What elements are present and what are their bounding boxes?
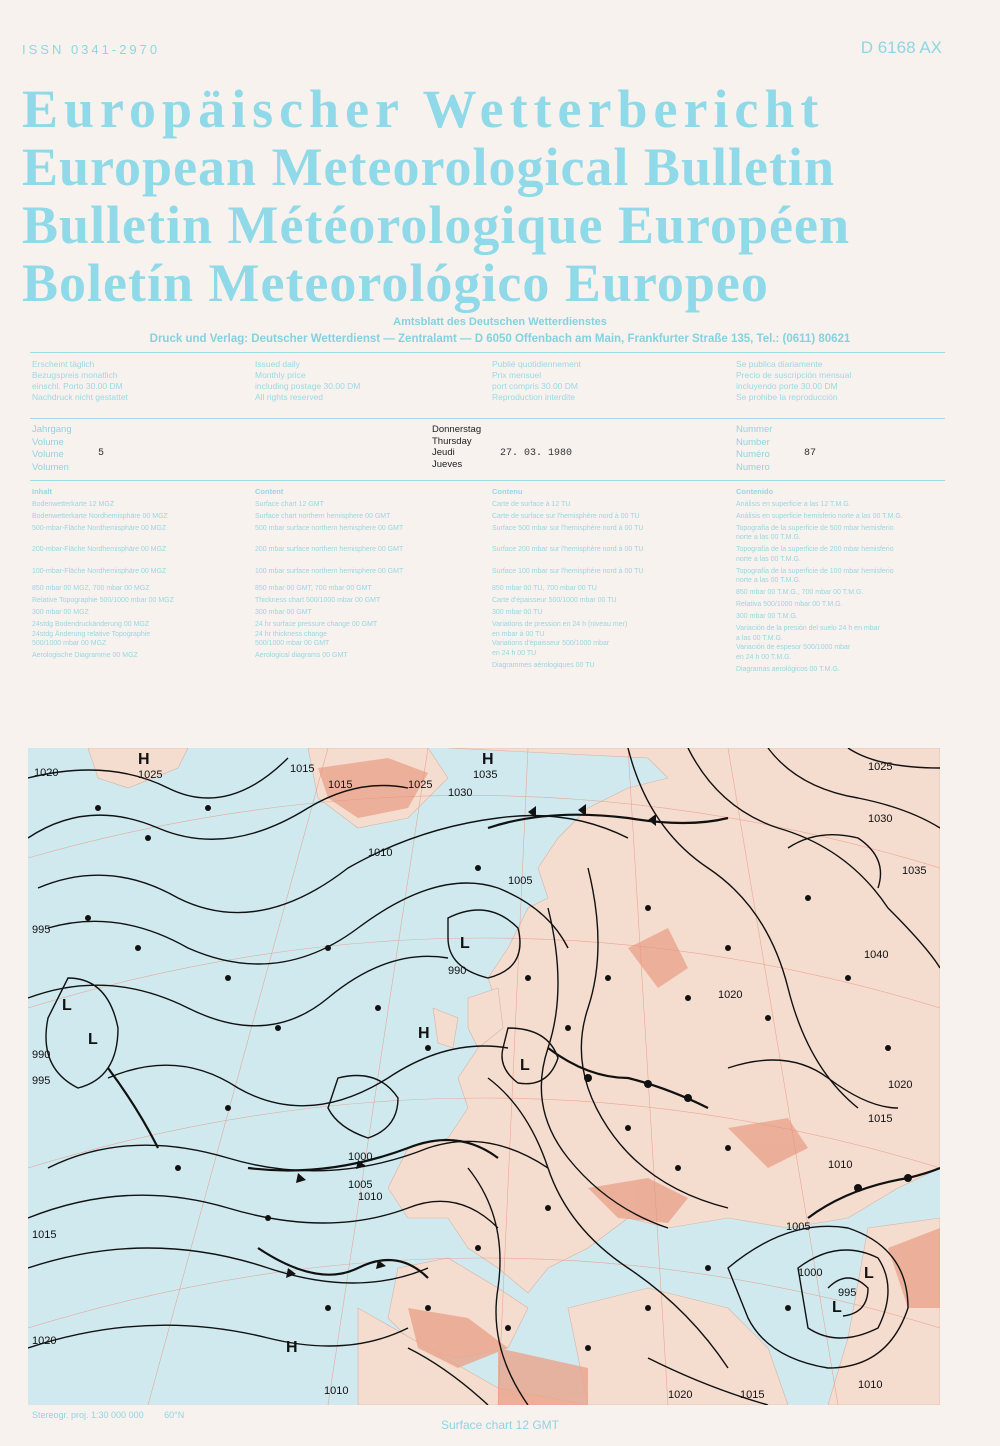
divider <box>30 352 945 353</box>
isobar-label: 1020 <box>34 767 59 779</box>
publisher-line: Druck und Verlag: Deutscher Wetterdienst — Zentralamt — D 6050 Offenbach am Main, Frankfurter Straße 135, Tel.: (0611) 80621 <box>149 333 851 345</box>
info-german: Erscheint täglich Bezugspreis monatlich einschl. Porto 30.00 DM Nachdruck nicht gestattet <box>32 359 128 402</box>
title-block <box>22 80 952 312</box>
content-item: 500 mbar surface northern hemisphere 00 GMT <box>255 524 404 532</box>
issue-date: 27. 03. 1980 <box>500 448 573 459</box>
content-item: Thickness chart 500/1000 mbar 00 GMT <box>255 597 381 604</box>
isobar-label: 1015 <box>740 1389 765 1401</box>
isobar-label: 1010 <box>324 1385 349 1397</box>
divider <box>30 418 945 419</box>
isobar-label: 1015 <box>868 1113 893 1125</box>
high-center: H <box>418 1025 430 1042</box>
low-center: L <box>88 1031 98 1048</box>
isobar-label: 1020 <box>718 989 743 1001</box>
isobar-label: 1030 <box>868 813 893 825</box>
content-item: Análisis en superficie a las 12 T.M.G. <box>736 500 851 508</box>
content-item: Carte de surface sur l'hemisphère nord à 00 TU <box>492 512 640 520</box>
isobar-label: 1005 <box>786 1221 811 1233</box>
volume-label: Jahrgang Volume Volume Volumen <box>32 424 72 473</box>
content-item: Relativa 500/1000 mbar 00 T.M.G. <box>736 601 843 608</box>
content-item: Surface 100 mbar sur l'hemisphère nord à 00 TU <box>492 567 644 575</box>
isobar-label: 1030 <box>448 787 473 799</box>
content-item: Bodenwetterkarte Nordhemisphäre 00 MGZ <box>32 512 168 520</box>
title-spanish: Boletín Meteorológico Europeo <box>22 253 769 313</box>
high-center: H <box>482 751 494 768</box>
isobar-label: 1005 <box>508 875 533 887</box>
content-item: Surface chart northern hemisphere 00 GMT <box>255 512 391 520</box>
content-item: 300 mbar 00 T.M.G. <box>736 613 798 620</box>
content-item: Topografía de la superficie de 200 mbar hemisferio norte a las 00 T.M.G. <box>736 546 894 563</box>
isobar-label: 990 <box>32 1049 51 1061</box>
isobar-label: 1025 <box>138 769 163 781</box>
info-spanish: Se publica diariamente Precio de suscripción mensual incluyendo porte 30.00 DM Se prohibe la reproducción <box>736 359 852 402</box>
isobar-label: 1010 <box>828 1159 853 1171</box>
issn: ISSN 0341-2970 <box>22 42 161 57</box>
isobar-label: 1035 <box>902 865 927 877</box>
isobar-label: 1000 <box>348 1151 373 1163</box>
surface-weather-map <box>28 748 940 1405</box>
title-french: Bulletin Météorologique Européen <box>22 195 850 255</box>
isobar-label: 990 <box>448 965 467 977</box>
volume-value: 5 <box>98 448 105 459</box>
content-item: 24stdg Bodendruckänderung 00 MGZ 24stdg Änderung relative Topographie 500/1000 mbar 00 MGZ <box>32 621 151 647</box>
content-item: 100 mbar surface northern hemisphere 00 GMT <box>255 567 404 575</box>
content-item: 200-mbar-Fläche Nordhemisphäre 00 MGZ <box>32 546 167 553</box>
isobar-label: 1010 <box>358 1191 383 1203</box>
content-item: Bodenwetterkarte 12 MGZ <box>32 500 115 508</box>
official-gazette: Amtsblatt des Deutschen Wetterdienstes <box>393 316 607 328</box>
content-item: Diagrammes aérologiques 00 TU <box>492 661 595 669</box>
high-center: H <box>286 1339 298 1356</box>
low-center: L <box>864 1265 874 1282</box>
isobar-label: 1015 <box>290 763 315 775</box>
info-english: Issued daily Monthly price including postage 30.00 DM All rights reserved <box>255 359 361 402</box>
contents-english <box>255 487 480 663</box>
content-item: 200 mbar surface northern hemisphere 00 GMT <box>255 546 404 553</box>
content-item: 500-mbar-Fläche Nordhemisphäre 00 MGZ <box>32 524 167 532</box>
content-item: Carte de surface à 12 TU <box>492 500 571 508</box>
content-item: Diagramas aerológicos 00 T.M.G. <box>736 665 840 673</box>
low-center: L <box>520 1057 530 1074</box>
isobar-label: 1015 <box>32 1229 57 1241</box>
isobar-label: 1025 <box>868 761 893 773</box>
content-item: Variación de la presión del suelo 24 h en mbar a las 00 T.M.G. Variación de espesor 500/1000 mbar en 24 h 00 T.M.G. <box>736 625 880 661</box>
contents-spanish <box>736 487 946 677</box>
latitude-note: 60°N <box>164 1410 185 1420</box>
high-center: H <box>138 751 150 768</box>
document-number: D 6168 AX <box>860 38 942 57</box>
content-item: Variations de pression en 24 h (niveau mer) en mbar à 00 TU Variations d'épaisseur 500/1000 mbar en 24 h 00 TU <box>492 621 628 657</box>
isobar-label: 1020 <box>32 1335 57 1347</box>
content-item: Carte d'épaisseur 500/1000 mbar 00 TU <box>492 597 617 604</box>
content-item: 300 mbar 00 TU <box>492 609 543 616</box>
isobar-label: 1010 <box>368 847 393 859</box>
contents-german <box>32 487 242 663</box>
content-item: Aerological diagrams 00 GMT <box>255 652 348 659</box>
contents-heading: Contenu <box>492 487 523 496</box>
isobar-label: 1020 <box>668 1389 693 1401</box>
contents-heading: Contenido <box>736 487 774 496</box>
number-label: Nummer Number Numéro Numero <box>736 424 773 473</box>
content-item: Topografía de la superficie de 500 mbar hemisferio norte a las 00 T.M.G. <box>736 524 894 541</box>
isobar-label: 1015 <box>328 779 353 791</box>
content-item: 300 mbar 00 MGZ <box>32 609 89 616</box>
info-french: Publié quotidiennement Prix mensuel port compris 30.00 DM Reproduction interdite <box>492 359 581 402</box>
isobar-label: 1010 <box>858 1379 883 1391</box>
content-item: 100-mbar-Fläche Nordhemisphäre 00 MGZ <box>32 567 167 575</box>
isobar-label: 1040 <box>864 949 889 961</box>
isobar-label: 1035 <box>473 769 498 781</box>
map-caption: Surface chart 12 GMT <box>440 1418 560 1432</box>
projection-scale: Stereogr. proj. 1:30 000 000 <box>32 1410 144 1420</box>
content-item: Surface chart 12 GMT <box>255 500 324 508</box>
title-english: European Meteorological Bulletin <box>22 137 835 197</box>
content-item: 850 mbar 00 T.M.G., 700 mbar 00 T.M.G. <box>736 589 864 596</box>
content-item: 850 mbar 00 GMT, 700 mbar 00 GMT <box>255 585 372 592</box>
contents-french <box>492 487 727 673</box>
content-item: Surface 500 mbar sur l'hemisphère nord à 00 TU <box>492 524 644 532</box>
isobar-label: 995 <box>32 1075 51 1087</box>
isobar-label: 995 <box>32 924 51 936</box>
content-item: 850 mbar 00 TU, 700 mbar 00 TU <box>492 585 597 592</box>
content-item: Relative Topographie 500/1000 mbar 00 MGZ <box>32 597 174 604</box>
content-item: 24 hr surface pressure change 00 GMT 24 hr thickness change 500/1000 mbar 00 GMT <box>255 621 378 647</box>
content-item: Surface 200 mbar sur l'hemisphère nord à 00 TU <box>492 546 644 553</box>
isobar-label: 995 <box>838 1287 857 1299</box>
content-item: Análisis en superficie hemisferio norte a las 00 T.M.G. <box>736 512 903 520</box>
isobar-label: 1000 <box>798 1267 823 1279</box>
isobar-label: 1005 <box>348 1179 373 1191</box>
low-center: L <box>832 1299 842 1316</box>
isobar-label: 1020 <box>888 1079 913 1091</box>
contents-heading: Content <box>255 487 284 496</box>
content-item: 300 mbar 00 GMT <box>255 609 312 616</box>
issue-number: 87 <box>804 448 817 459</box>
content-item: 850 mbar 00 MGZ, 700 mbar 00 MGZ <box>32 585 150 592</box>
content-item: Aerologische Diagramme 00 MGZ <box>32 652 138 659</box>
isobar-label: 1025 <box>408 779 433 791</box>
title-german: Europäischer Wetterbericht <box>22 79 825 139</box>
weekday: Donnerstag Thursday Jeudi Jueves <box>432 424 482 470</box>
content-item: Topografía de la superficie de 100 mbar hemisferio norte a las 00 T.M.G. <box>736 567 894 584</box>
low-center: L <box>62 997 72 1014</box>
contents-heading: Inhalt <box>32 487 52 496</box>
low-center: L <box>460 935 470 952</box>
divider <box>30 480 945 481</box>
